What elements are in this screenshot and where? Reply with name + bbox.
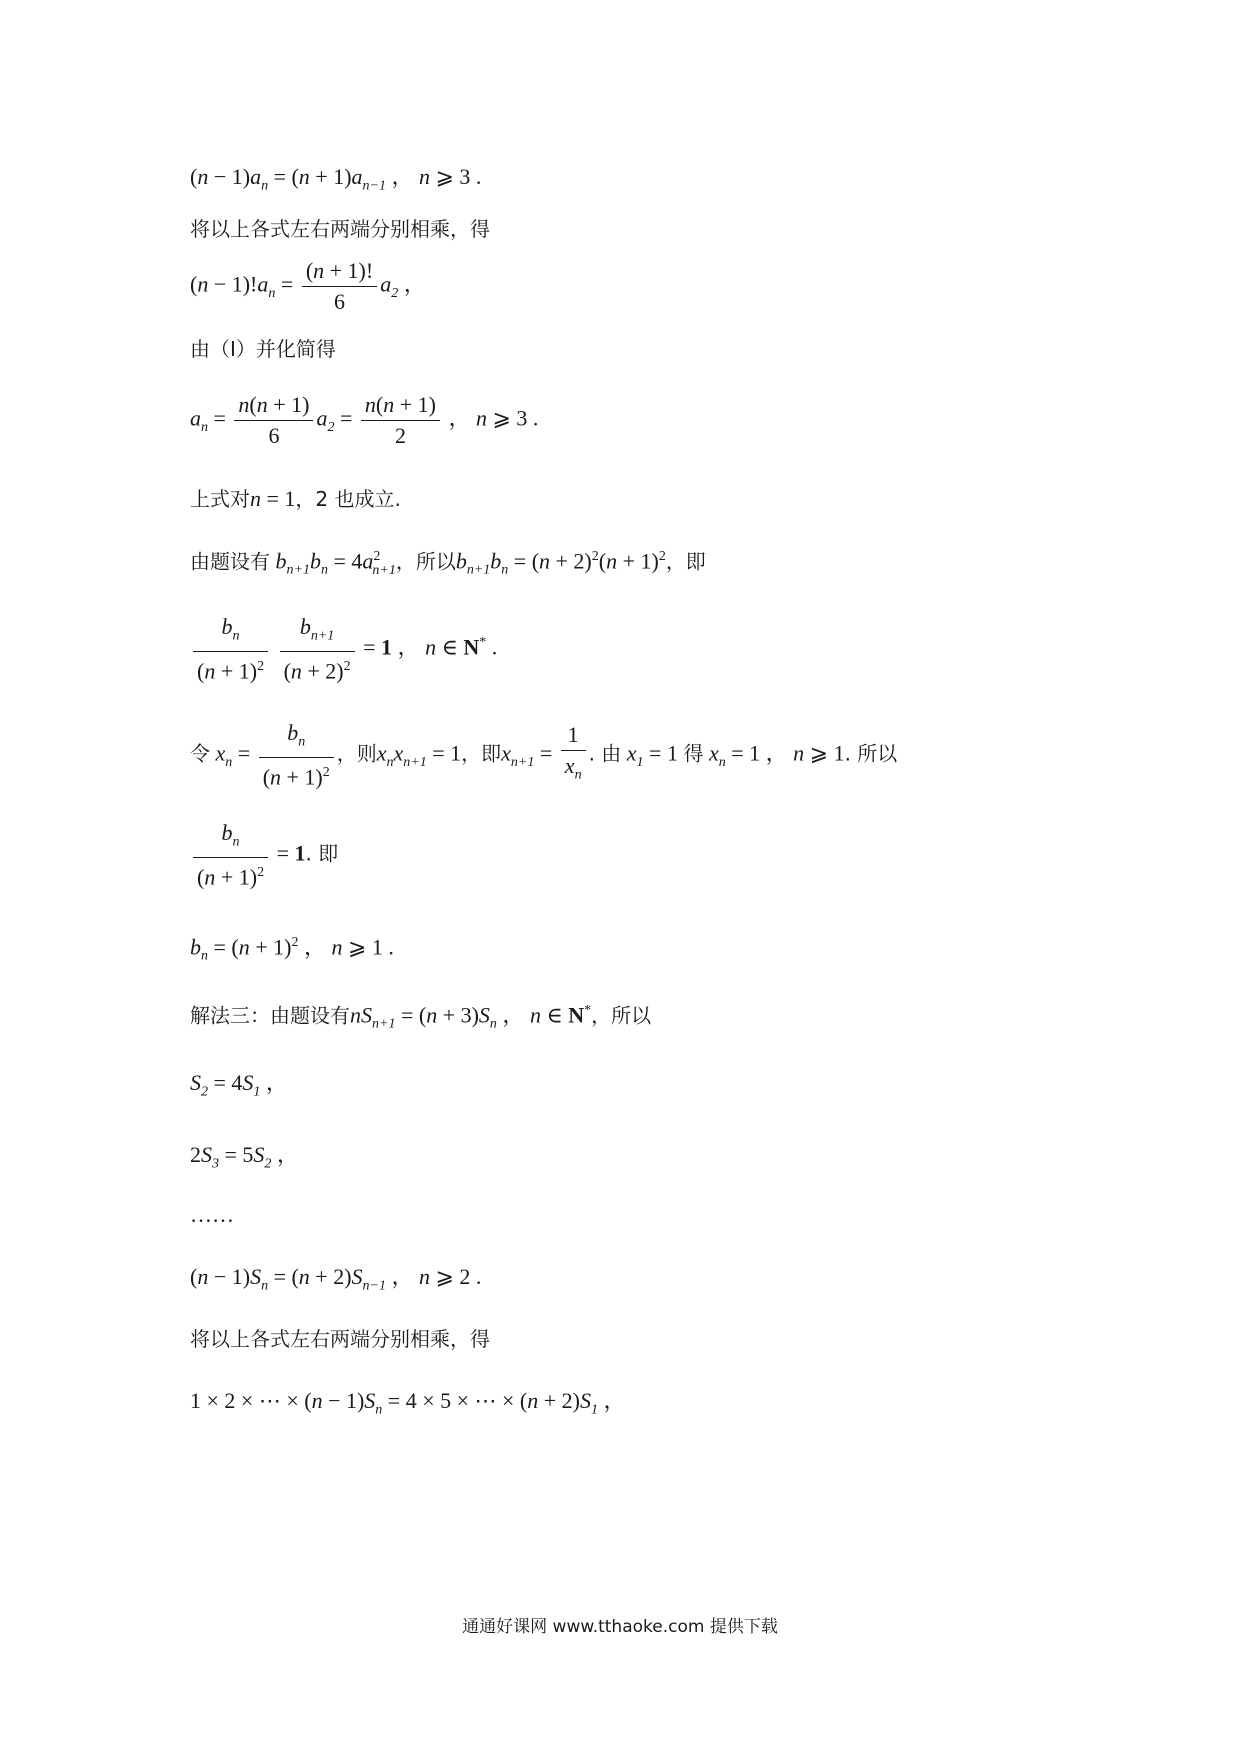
equation-s3: $2S_3 = 5S_2$ ， xyxy=(190,1142,299,1172)
equation-bn-ratio: $\frac{b_n}{(n + 1)^2}$ $\frac{b_{n+1}}{(n + 2)^2}$ = 1 ， n ∈ N* . xyxy=(190,612,497,687)
equation-recurrence-a: $(n - 1)a_n = (n + 1)a_{n-1}$ ， n ⩾ 3 . xyxy=(190,164,482,194)
equation-bn-ratio-one: $\frac{b_n}{(n + 1)^2}$ = 1. 即 xyxy=(190,818,338,893)
equation-an-closed-form: $a_n$ = $\frac{n(n + 1)}{6}$ $a_2$ = $\frac{n(n + 1)}{2}$ ， n ⩾ 3 . xyxy=(190,392,539,448)
ellipsis: …… xyxy=(190,1202,234,1227)
text-multiply-both-sides-2: 将以上各式左右两端分别相乘，得 xyxy=(190,1327,490,1351)
text-holds-for-n12: 上式对n = 1，2 也成立. xyxy=(190,486,401,511)
text-multiply-both-sides: 将以上各式左右两端分别相乘，得 xyxy=(190,217,490,241)
equation-let-xn: 令 $x_n$ = $\frac{b_n}{(n + 1)^2}$ ，则$x_nx_{n+1} = 1$，即$x_{n+1}$ = $\frac{1}{x_n}$ . 由 $x_1 = 1$ 得 $x_n = 1$ ， n ⩾ 1. 所以 xyxy=(190,720,898,790)
equation-sn-recurrence: $(n - 1)S_n = (n + 2)S_{n-1}$ ， n ⩾ 2 . xyxy=(190,1264,482,1294)
equation-factorial: $(n - 1)!a_n$ = $\frac{(n + 1)!}{6}$ $a_2$ ， xyxy=(190,258,426,314)
equation-bn-product: 由题设有 $b_{n+1}b_n = 4a^2_{n+1}$，所以$b_{n+1}b_n = (n + 2)^2(n + 1)^2$，即 xyxy=(190,548,706,578)
page-footer: 通通好课网 www.tthaoke.com 提供下载 xyxy=(462,1617,778,1637)
equation-s2: $S_2 = 4S_1$ ， xyxy=(190,1070,288,1100)
text-simplify: 由（Ⅰ）并化简得 xyxy=(190,337,336,361)
text-method-three: 解法三：由题设有$nS_{n+1} = (n + 3)S_n$ ， n ∈ N*，所以 xyxy=(190,1002,652,1032)
equation-bn-result: $b_n = (n + 1)^2$ ， n ⩾ 1 . xyxy=(190,934,394,964)
equation-product: 1 × 2 × ⋯ × $(n - 1)S_n = 4 \times 5$ × ⋯ × $(n + 2)S_1$ ， xyxy=(190,1388,626,1418)
